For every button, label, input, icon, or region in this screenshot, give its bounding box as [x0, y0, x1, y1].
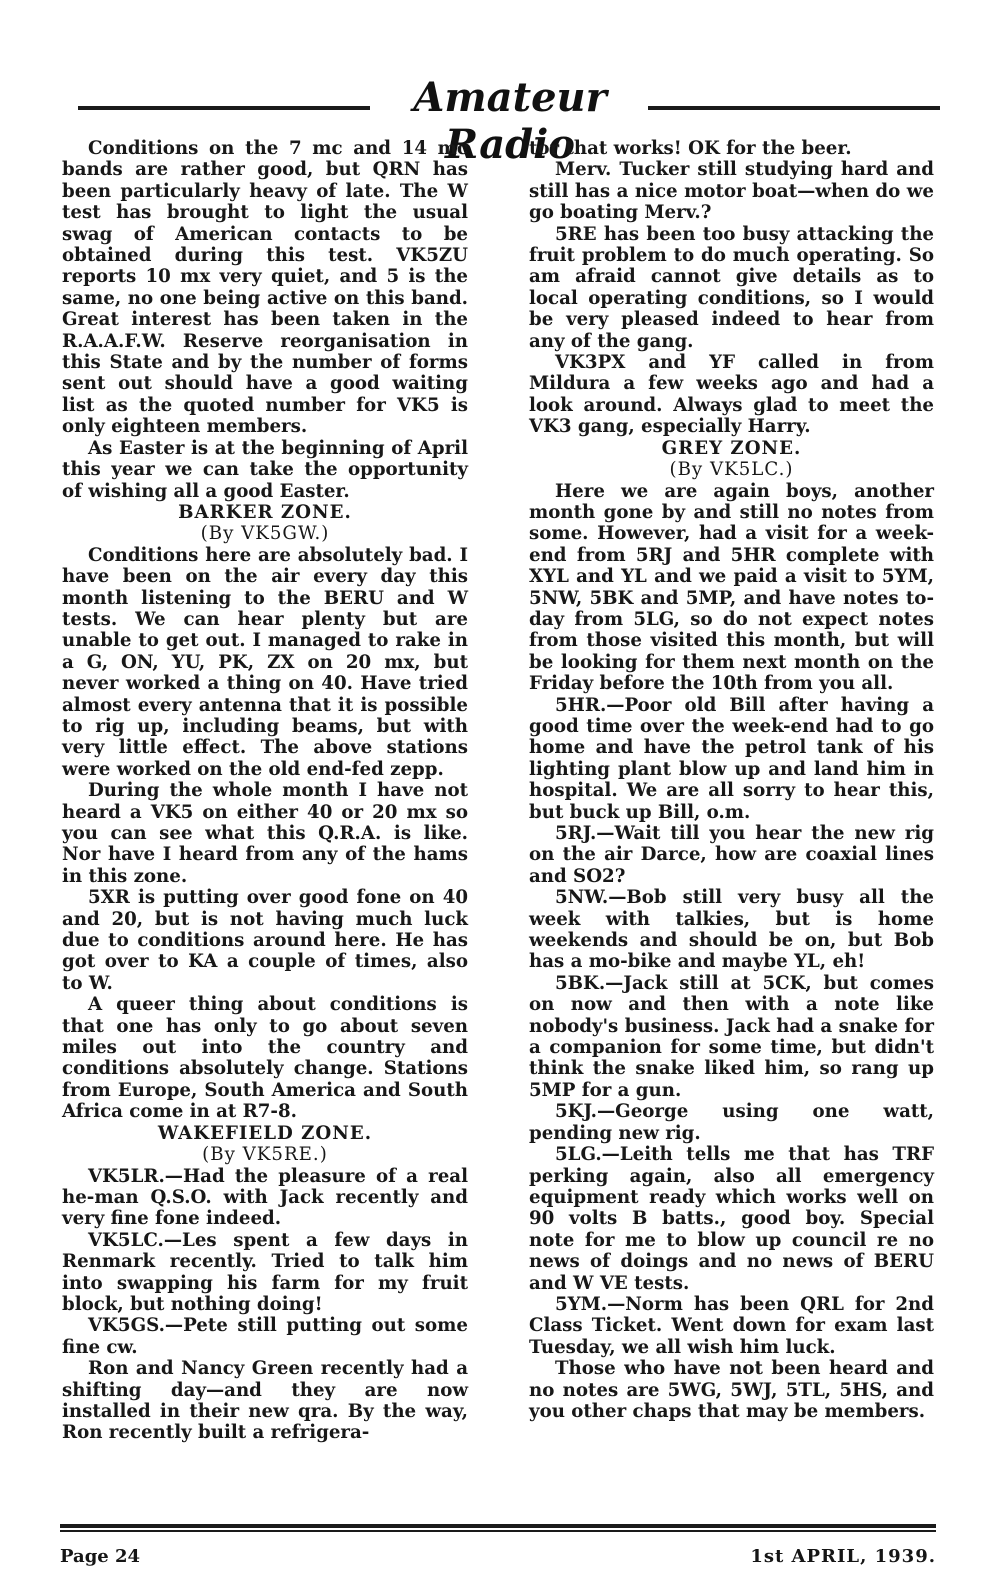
issue-date: 1st APRIL, 1939. [750, 1546, 936, 1567]
section-heading-barker-zone: BARKER ZONE. [178, 501, 352, 523]
section-byline-grey-zone: (By VK5LC.) [669, 459, 794, 481]
section-byline-wakefield-zone: (By VK5RE.) [202, 1144, 328, 1166]
paragraph: 5BK.—Jack still at 5CK, but comes on now and then with a note like nobody's business. Jack had a snake for a companion for some time, but didn't think the snake liked him, so rang up 5MP for a gun. [529, 972, 934, 1101]
footer-rule [60, 1524, 936, 1528]
footer-rule-thin [60, 1530, 936, 1532]
paragraph: Conditions here are absolutely bad. I have been on the air every day this month listening to the BERU and W tests. We can hear plenty but are unable to get out. I managed to rake in a G, ON, YU, PK, ZX on 20 mx, but never worked a thing on 40. Have tried almost every antenna that it is possible to rig up, including beams, but with very little effect. The above stations were worked on the old end-fed zepp. [62, 544, 468, 780]
paragraph: 5XR is putting over good fone on 40 and 20, but is not having much luck due to conditions around here. He has got over to KA a couple of times, also to W. [62, 887, 468, 994]
paragraph: Conditions on the 7 mc and 14 mc bands are rather good, but QRN has been particularly heavy of late. The W test has brought to light the usual swag of American contacts to be obtained during this test. VK5ZU reports 10 mx very quiet, and 5 is the same, no one being active on this band. Great interest has been taken in the R.A.A.F.W. Reserve reorganisation in this State and by the number of forms sent out should have a good waiting list as the quoted number for VK5 is only eighteen members. [62, 138, 468, 438]
paragraph: Ron and Nancy Green recently had a shifting day—and they are now installed in their new qra. By the way, Ron recently built a refrigera- [62, 1358, 468, 1444]
section-byline-barker-zone: (By VK5GW.) [200, 523, 330, 545]
paragraph: 5YM.—Norm has been QRL for 2nd Class Ticket. Went down for exam last Tuesday, we all wish him luck. [529, 1293, 934, 1358]
paragraph: 5RE has been too busy attacking the fruit problem to do much operating. So am afraid cannot give details as to local operating conditions, so I would be very pleased indeed to hear from any of the gang. [529, 223, 934, 352]
page-number: Page 24 [60, 1546, 141, 1567]
header-rule-right [648, 106, 940, 110]
right-column [529, 138, 934, 1422]
paragraph: 5RJ.—Wait till you hear the new rig on the air Darce, how are coaxial lines and SO2? [529, 823, 934, 887]
paragraph: VK5LR.—Had the pleasure of a real he-man Q.S.O. with Jack recently and very fine fone indeed. [62, 1165, 468, 1230]
paragraph: 5NW.—Bob still very busy all the week with talkies, but is home weekends and should be on, but Bob has a mo-bike and maybe YL, eh! [529, 887, 934, 973]
paragraph: As Easter is at the beginning of April this year we can take the opportunity of wishing all a good Easter. [62, 437, 468, 502]
paragraph: VK3PX and YF called in from Mildura a few weeks ago and had a look around. Always glad to meet the VK3 gang, especially Harry. [529, 352, 934, 438]
paragraph-continuation: tor that works! OK for the beer. [529, 138, 852, 159]
paragraph: Those who have not been heard and no notes are 5WG, 5WJ, 5TL, 5HS, and you other chaps that may be members. [529, 1358, 934, 1422]
paragraph: 5HR.—Poor old Bill after having a good time over the week-end had to go home and have the petrol tank of his lighting plant blow up and land him in hospital. We are all sorry to hear this, but buck up Bill, o.m. [529, 694, 934, 823]
paragraph: A queer thing about conditions is that one has only to go about seven miles out into the country and conditions absolutely change. Stations from Europe, South America and South Africa come in at R7-8. [62, 994, 468, 1123]
paragraph: During the whole month I have not heard a VK5 on either 40 or 20 mx so you can see what this Q.R.A. is like. Nor have I heard from any of the hams in this zone. [62, 780, 468, 887]
paragraph: VK5LC.—Les spent a few days in Renmark recently. Tried to talk him into swapping his farm for my fruit block, but nothing doing! [62, 1229, 468, 1315]
paragraph: Merv. Tucker still studying hard and still has a nice motor boat—when do we go boating Merv.? [529, 159, 934, 224]
paragraph: 5KJ.—George using one watt, pending new rig. [529, 1101, 934, 1144]
left-column [62, 138, 468, 1444]
paragraph: Here we are again boys, another month gone by and still no notes from some. However, had a visit for a week-end from 5RJ and 5HR complete with XYL and YL and we paid a visit to 5YM, 5NW, 5BK and 5MP, and have notes to-day from 5LG, so do not expect notes from those visited this month, but will be looking for them next month on the Friday before the 10th from you all. [529, 480, 934, 695]
section-heading-grey-zone: GREY ZONE. [661, 437, 802, 459]
masthead-title: Amateur Radio [413, 74, 607, 168]
paragraph: VK5GS.—Pete still putting out some fine cw. [62, 1315, 468, 1358]
header-rule-left [78, 106, 370, 110]
section-heading-wakefield-zone: WAKEFIELD ZONE. [157, 1122, 373, 1144]
paragraph: 5LG.—Leith tells me that has TRF perking again, also all emergency equipment ready which works well on 90 volts B batts., good boy. Special note for me to blow up council re no news of doings and no news of BERU and W VE tests. [529, 1144, 934, 1294]
